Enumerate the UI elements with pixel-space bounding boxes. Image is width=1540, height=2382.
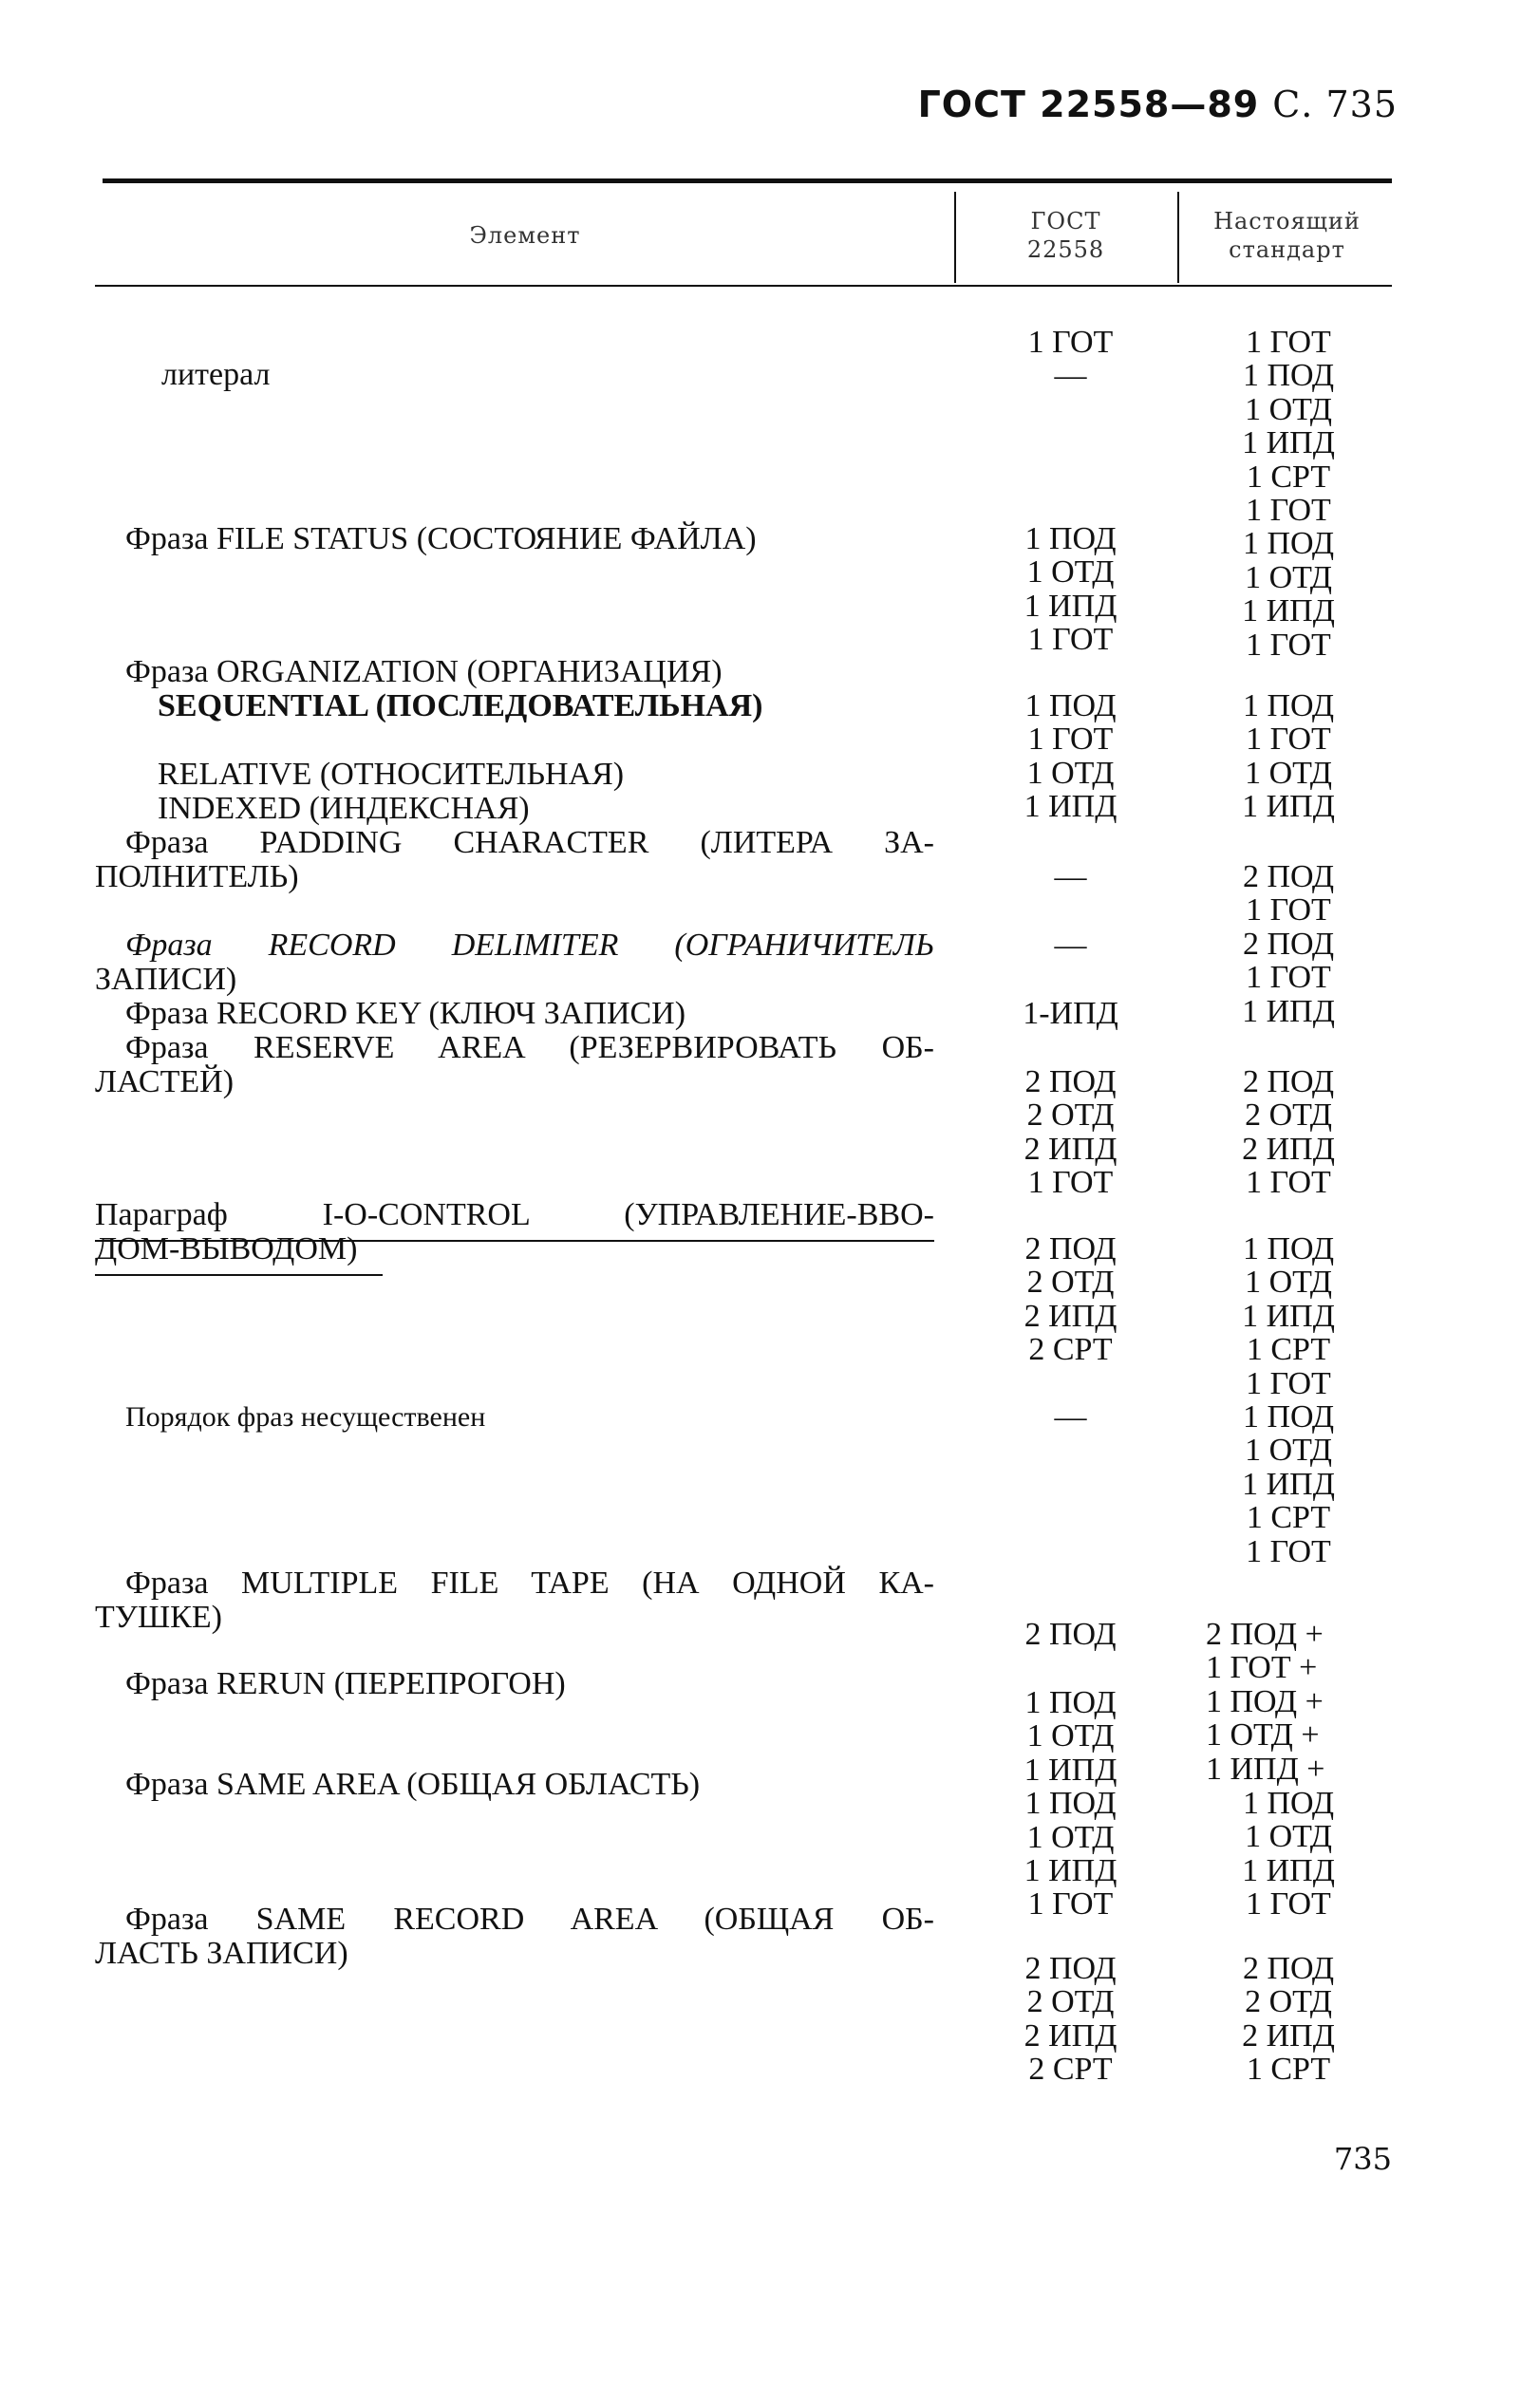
header-page: С. 735 <box>1272 84 1398 125</box>
element-organization: Фраза ORGANIZATION (ОРГАНИЗАЦИЯ) <box>125 654 723 689</box>
gost-cell: 1 ПОД 1 ОТД 1 ИПД 1 ПОД 1 ОТД 1 ИПД 1 ГОТ <box>1024 1685 1117 1922</box>
element-sequential: SEQUENTIAL (ПОСЛЕДОВАТЕЛЬНАЯ) <box>158 688 763 723</box>
standard-cell: 1 ПОД 1 ГОТ 1 ОТД 1 ИПД <box>1242 688 1335 825</box>
element-clause-order: Порядок фраз несущественен <box>125 1401 486 1433</box>
element-record-key: Фраза RECORD KEY (КЛЮЧ ЗАПИСИ) <box>125 996 686 1031</box>
gost-cell: 1 ПОД 1 ГОТ 1 ОТД 1 ИПД <box>1024 688 1117 825</box>
gost-cell: 2 ПОД 2 ОТД 2 ИПД 2 СРТ <box>1024 1951 1117 2088</box>
standard-cell: 1 ГОТ 1 ПОД 1 ОТД 1 ИПД 1 СРТ 1 ГОТ 1 ПОД 1 ОТД 1 ИПД 1 ГОТ <box>1242 325 1335 663</box>
gost-cell: 2 ПОД 2 ОТД 2 ИПД 1 ГОТ <box>1024 1064 1117 1201</box>
element-padding-character-cont: ПОЛНИТЕЛЬ) <box>95 859 299 894</box>
standard-cell: 2 ПОД 2 ОТД 2 ИПД 1 ГОТ <box>1242 1064 1335 1201</box>
standard-code: ГОСТ 22558—89 <box>917 84 1260 125</box>
standard-cell: 1 ПОД 1 ОТД 1 ИПД 1 СРТ 1 ГОТ <box>1242 1399 1335 1569</box>
page-header <box>918 84 1398 125</box>
element-padding-character: Фраза PADDING CHARACTER (ЛИТЕРА ЗА- <box>125 825 934 860</box>
element-indexed: INDEXED (ИНДЕКСНАЯ) <box>158 791 530 826</box>
element-multiple-file-tape: Фраза MULTIPLE FILE TAPE (НА ОДНОЙ КА- <box>125 1566 934 1601</box>
element-record-delimiter: Фраза RECORD DELIMITER (ОГРАНИЧИТЕЛЬ <box>125 928 934 963</box>
gost-cell: — <box>1054 859 1087 894</box>
element-file-status: Фраза FILE STATUS (СОСТОЯНИЕ ФАЙЛА) <box>125 521 757 556</box>
gost-cell: 2 ПОД 2 ОТД 2 ИПД 2 СРТ <box>1024 1231 1117 1368</box>
column-separator <box>954 192 956 283</box>
standard-cell: 1 ПОД 1 ОТД 1 ИПД 1 СРТ 1 ГОТ <box>1242 1231 1335 1401</box>
gost-cell: 1-ИПД <box>1023 996 1118 1031</box>
element-reserve-area-cont: ЛАСТЕЙ) <box>95 1064 235 1099</box>
gost-cell: 1 ПОД 1 ОТД 1 ИПД 1 ГОТ <box>1024 521 1117 658</box>
column-header-element: Элемент <box>469 222 581 249</box>
element-multiple-file-tape-cont: ТУШКЕ) <box>95 1600 222 1635</box>
element-record-delimiter-cont: ЗАПИСИ) <box>95 962 237 997</box>
column-header-gost: ГОСТ 22558 <box>1026 208 1105 263</box>
standard-cell: 2 ПОД 1 ГОТ 2 ПОД 1 ГОТ 1 ИПД <box>1242 859 1335 1029</box>
gost-cell: — <box>1054 1399 1087 1435</box>
column-separator <box>1177 192 1179 283</box>
table-top-rule <box>103 178 1392 183</box>
column-header-standard: Настоящий стандарт <box>1213 208 1361 263</box>
gost-cell: — <box>1054 928 1087 963</box>
element-io-control: Параграф I-O-CONTROL (УПРАВЛЕНИЕ-ВВО- <box>95 1197 934 1232</box>
standard-cell: 2 ПОД 2 ОТД 2 ИПД 1 СРТ <box>1242 1951 1335 2088</box>
page-number: 735 <box>1333 2141 1392 2177</box>
standard-cell: 1 ПОД 1 ОТД 1 ИПД 1 ГОТ <box>1242 1786 1335 1922</box>
element-same-record-area: Фраза SAME RECORD AREA (ОБЩАЯ ОБ- <box>125 1902 934 1937</box>
standard-cell: 2 ПОД + 1 ГОТ + 1 ПОД + 1 ОТД + 1 ИПД + <box>1206 1617 1325 1787</box>
element-same-area: Фраза SAME AREA (ОБЩАЯ ОБЛАСТЬ) <box>125 1767 701 1802</box>
underline <box>95 1274 383 1276</box>
element-relative: RELATIVE (ОТНОСИТЕЛЬНАЯ) <box>158 757 625 792</box>
table-header-rule <box>95 285 1392 287</box>
gost-cell: 2 ПОД <box>1024 1617 1117 1652</box>
element-same-record-area-cont: ЛАСТЬ ЗАПИСИ) <box>95 1936 348 1971</box>
element-reserve-area: Фраза RESERVE AREA (РЕЗЕРВИРОВАТЬ ОБ- <box>125 1030 934 1065</box>
element-rerun: Фраза RERUN (ПЕРЕПРОГОН) <box>125 1666 566 1701</box>
element-literal: литерал <box>161 357 271 392</box>
element-io-control-cont: ДОМ-ВЫВОДОМ) <box>95 1231 358 1266</box>
gost-cell: 1 ГОТ — <box>1027 325 1114 394</box>
